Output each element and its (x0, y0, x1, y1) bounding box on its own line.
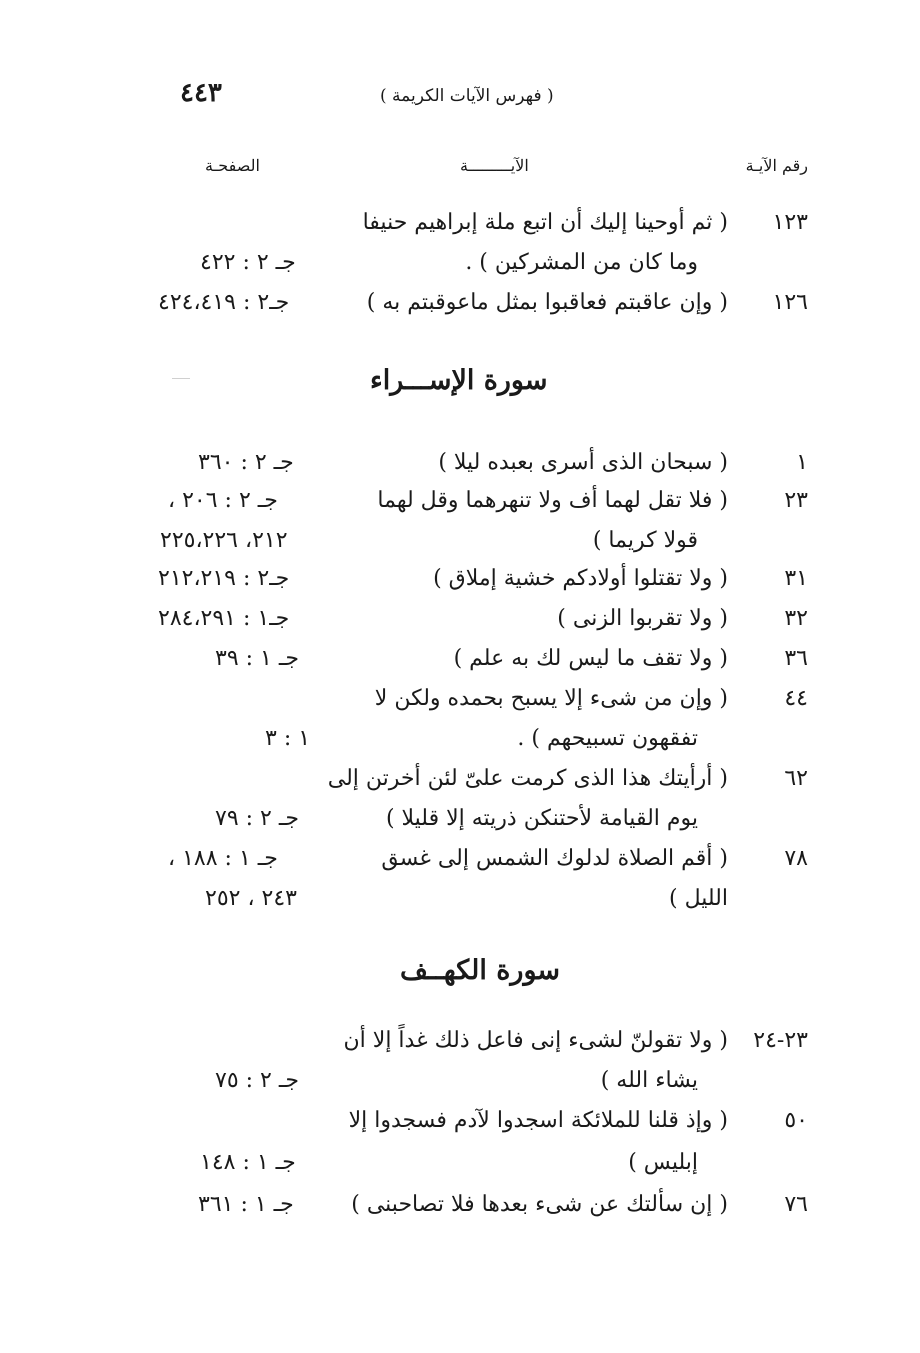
page-reference: جـ ١ : ١٤٨ (200, 1150, 296, 1175)
verse-text: يشاء الله ) (600, 1068, 698, 1093)
verse-number: ٣٦ (784, 646, 808, 671)
page-reference: جـ٢ : ٤٢٤،٤١٩ (158, 290, 290, 315)
page-reference: ١ : ٣ (265, 726, 311, 751)
verse-text: قولا كريما ) (592, 528, 698, 553)
verse-text: ( وإذ قلنا للملائكة اسجدوا لآدم فسجدوا إلا (348, 1108, 728, 1133)
verse-text: ( وإن من شىء إلا يسبح بحمده ولكن لا (374, 686, 728, 711)
verse-text: ( وإن عاقبتم فعاقبوا بمثل ماعوقبتم به ) (366, 290, 728, 315)
verse-number: ١ (796, 450, 808, 475)
verse-text: ( ولا تقربوا الزنى ) (557, 606, 728, 631)
page-reference: جـ ٢ : ٧٩ (215, 806, 299, 831)
verse-text: ( إن سألتك عن شىء بعدها فلا تصاحبنى ) (351, 1192, 728, 1217)
verse-text: يوم القيامة لأحتنكن ذريته إلا قليلا ) (385, 806, 698, 831)
verse-number: ٢٣ (784, 488, 808, 513)
verse-number: ٤٤ (784, 686, 808, 711)
column-header-verse-number: رقم الآيـة (745, 156, 808, 175)
page-reference: ٢١٢، ٢٢٥،٢٢٦ (160, 528, 288, 553)
column-header-page: الصفحـة (205, 156, 260, 175)
verse-text: ( أقم الصلاة لدلوك الشمس إلى غسق (381, 846, 728, 871)
verse-text: ( أرأيتك هذا الذى كرمت علىّ لئن أخرتن إلى (327, 766, 728, 791)
page-reference: جـ ١ : ٣٦١ (198, 1192, 294, 1217)
page-reference: جـ٢ : ٢١٢،٢١٩ (158, 566, 290, 591)
verse-number: ٧٨ (784, 846, 808, 871)
page-reference: جـ ٢ : ٧٥ (215, 1068, 299, 1093)
verse-number: ١٢٣ (772, 210, 808, 235)
verse-text: ( سبحان الذى أسرى بعبده ليلا ) (438, 450, 728, 475)
page-reference: جـ ١ : ٣٩ (215, 646, 299, 671)
page-reference: جـ ٢ : ٢٠٦ ، (168, 488, 278, 513)
page-number: ٤٤٣ (180, 78, 222, 108)
surah-title-kahf: سورة الكهــف (400, 955, 561, 986)
surah-title-isra: سورة الإســـراء (370, 365, 548, 396)
running-title: ( فهرس الآيات الكريمة ) (380, 86, 554, 106)
verse-number: ٣١ (784, 566, 808, 591)
page-reference: جـ ١ : ١٨٨ ، (168, 846, 278, 871)
verse-text: الليل ) (669, 886, 728, 911)
verse-number: ٧٦ (784, 1192, 808, 1217)
verse-text: ( ولا تقف ما ليس لك به علم ) (453, 646, 728, 671)
verse-text: تفقهون تسبيحهم ) . (517, 726, 698, 751)
column-header-verse: الآيـــــــــة (460, 156, 529, 175)
verse-number: ٢٣-٢٤ (753, 1028, 808, 1053)
page-reference: جـ١ : ٢٨٤،٢٩١ (158, 606, 290, 631)
verse-text: ( فلا تقل لهما أف ولا تنهرهما وقل لهما (377, 488, 728, 513)
page-reference: ٢٤٣ ، ٢٥٢ (205, 886, 297, 911)
divider (172, 378, 190, 379)
page-reference: جـ ٢ : ٤٢٢ (200, 250, 296, 275)
verse-number: ٣٢ (784, 606, 808, 631)
verse-text: ( ثم أوحينا إليك أن اتبع ملة إبراهيم حنيفا (362, 210, 728, 235)
verse-number: ٥٠ (784, 1108, 808, 1133)
page-reference: جـ ٢ : ٣٦٠ (198, 450, 294, 475)
verse-text: ( ولا تقولنّ لشىء إنى فاعل ذلك غداً إلا أن (343, 1028, 728, 1053)
verse-text: وما كان من المشركين ) . (465, 250, 698, 275)
verse-number: ١٢٦ (772, 290, 808, 315)
verse-number: ٦٢ (784, 766, 808, 791)
verse-text: إبليس ) (628, 1150, 698, 1175)
verse-text: ( ولا تقتلوا أولادكم خشية إملاق ) (433, 566, 728, 591)
